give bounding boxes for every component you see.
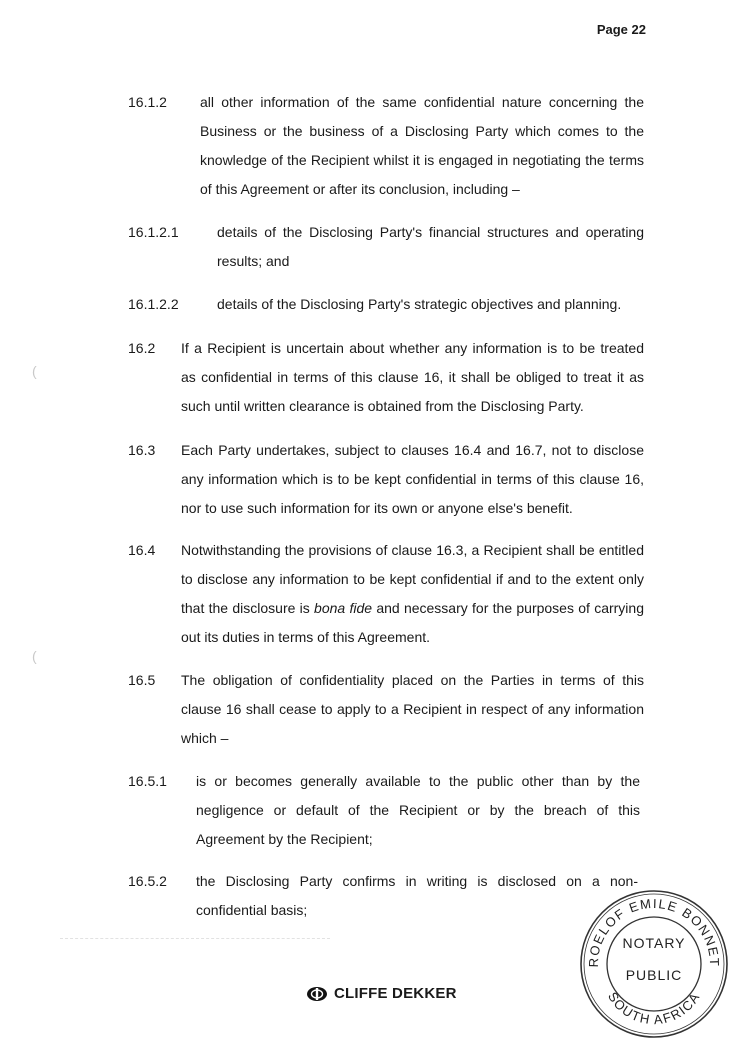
clause-16-5-1 bbox=[128, 767, 640, 854]
scan-artifact-line bbox=[60, 938, 330, 939]
clause-text-after: and necessary for the purposes of carrying out its duties in terms of this Agreement. bbox=[181, 600, 644, 645]
footer-logo-text: CLIFFE DEKKER bbox=[334, 985, 457, 1002]
margin-mark: ( bbox=[32, 648, 37, 664]
clause-text: is or becomes generally available to the public other than by the negligence or default of the Recipient or by the breach of this Agreement by the Recipient; bbox=[196, 773, 640, 847]
clause-text-italic: bona fide bbox=[314, 600, 373, 616]
notary-stamp bbox=[578, 888, 730, 1040]
clause-16-5-2 bbox=[128, 867, 638, 925]
clause-number: 16.1.2.2 bbox=[128, 296, 179, 312]
clause-16-1-2-2 bbox=[128, 290, 644, 319]
cliffe-dekker-logo-icon bbox=[306, 986, 328, 1002]
clause-text: details of the Disclosing Party's financial structures and operating results; and bbox=[217, 224, 644, 269]
clause-16-4 bbox=[128, 536, 644, 652]
clause-text-before: Notwithstanding the provisions of clause 16.3, a Recipient shall be entitled to disclose any information to be kept confidential if and to the extent only that the disclosure is bbox=[181, 542, 644, 616]
clause-number: 16.5.2 bbox=[128, 873, 167, 889]
clause-number: 16.4 bbox=[128, 542, 156, 558]
clause-16-1-2-1 bbox=[128, 218, 644, 276]
clause-text: The obligation of confidentiality placed on the Parties in terms of this clause 16 shall cease to apply to a Recipient in respect of any information which – bbox=[181, 672, 644, 746]
clause-number: 16.5.1 bbox=[128, 773, 167, 789]
page-number: Page 22 bbox=[596, 22, 646, 37]
clause-text: Each Party undertakes, subject to clauses 16.4 and 16.7, not to disclose any information which is to be kept confidential in terms of this clause 16, nor to use such information for its own or anyone else's benefit. bbox=[181, 442, 644, 516]
stamp-ring-bottom: SOUTH AFRICA bbox=[604, 989, 704, 1028]
clause-number: 16.1.2.1 bbox=[128, 224, 179, 240]
svg-text:ROELOF EMILE BONNET bbox=[586, 896, 722, 968]
clause-16-5 bbox=[128, 666, 644, 753]
svg-text:SOUTH AFRICA bbox=[605, 989, 703, 1027]
clause-text: all other information of the same confidential nature concerning the Business or the business of a Disclosing Party which comes to the knowledge of the Recipient whilst it is engaged in negotiating the terms of this Agreement or after its conclusion, including – bbox=[200, 94, 644, 197]
footer-logo bbox=[306, 985, 457, 1002]
stamp-ring-top: ROELOF EMILE BONNET bbox=[585, 895, 723, 968]
clause-number: 16.2 bbox=[128, 340, 156, 356]
clause-number: 16.5 bbox=[128, 672, 156, 688]
clause-16-2 bbox=[128, 334, 644, 421]
clause-text: details of the Disclosing Party's strategic objectives and planning. bbox=[217, 296, 622, 312]
margin-mark: ( bbox=[32, 363, 37, 379]
clause-number: 16.3 bbox=[128, 442, 156, 458]
clause-text bbox=[181, 536, 644, 652]
clause-16-1-2 bbox=[128, 88, 644, 204]
clause-text: If a Recipient is uncertain about whether any information is to be treated as confidential in terms of this clause 16, it shall be obliged to treat it as such until written clearance is obtained from the Disclosing Party. bbox=[181, 340, 644, 414]
clause-text: the Disclosing Party confirms in writing is disclosed on a non-confidential basis; bbox=[196, 873, 638, 918]
clause-16-3 bbox=[128, 436, 644, 523]
stamp-center-line2: PUBLIC bbox=[625, 967, 683, 983]
stamp-center-line1: NOTARY bbox=[622, 935, 686, 951]
clause-number: 16.1.2 bbox=[128, 94, 167, 110]
